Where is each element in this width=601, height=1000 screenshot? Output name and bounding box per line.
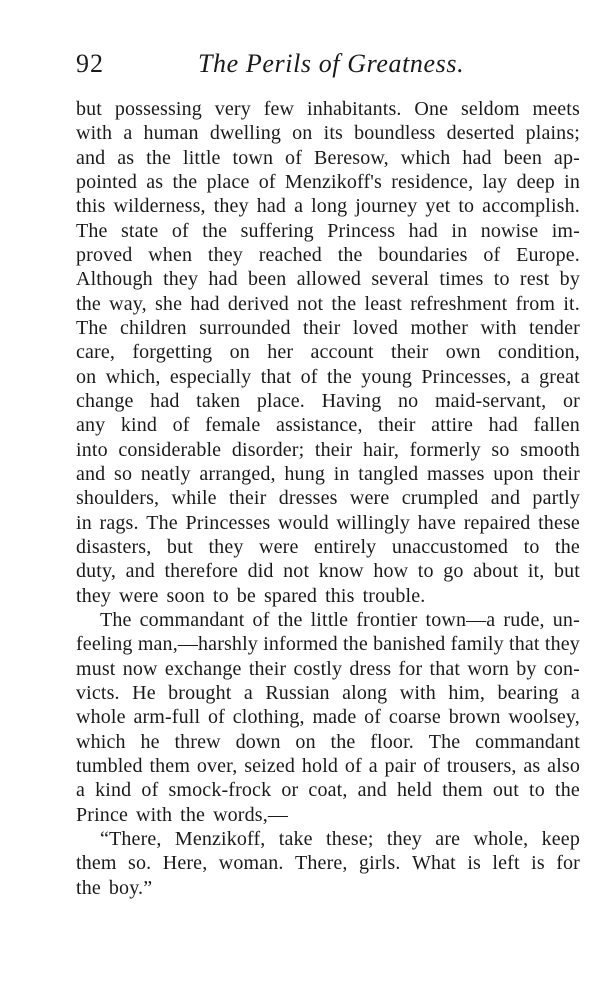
running-title: The Perils of Greatness. [198,49,465,78]
text-line: the boy.” [76,876,153,899]
text-line: Prince with the words,— [76,803,288,826]
text-line: the way, she had derived not the least refreshment from it. [76,292,580,315]
text-line: they were soon to be spared this trouble. [76,584,426,607]
text-line: but possessing very few inhabitants. One seldom meets [76,98,580,120]
text-line: The children surrounded their loved mother with tender [76,316,580,339]
text-line: into considerable disorder; their hair, formerly so smooth [76,438,580,461]
text-line: The state of the suffering Princess had in nowise im- [76,219,580,242]
text-line: pointed as the place of Menzikoff's residence, lay deep in [76,170,580,193]
text-line: any kind of female assistance, their attire had fallen [76,414,580,437]
text-line: and so neatly arranged, hung in tangled masses upon their [76,462,580,485]
text-line: change had taken place. Having no maid-servant, or [76,389,580,412]
text-line: disasters, but they were entirely unaccustomed to the [76,535,580,558]
body-text [76,97,580,900]
text-line: care, forgetting on her account their own condition, [76,341,580,364]
text-line: shoulders, while their dresses were crumpled and partly [76,487,580,510]
text-line: “There, Menzikoff, take these; they are whole, keep [100,827,580,850]
text-line: a kind of smock-frock or coat, and held them out to the [76,779,580,802]
text-line: on which, especially that of the young Princesses, a great [76,365,580,388]
running-head [76,44,536,84]
text-line: with a human dwelling on its boundless deserted plains; [76,122,580,145]
text-line: victs. He brought a Russian along with him, bearing a [76,681,580,704]
text-line: in rags. The Princesses would willingly have repaired these [76,511,580,534]
text-line: this wilderness, they had a long journey yet to accomplish. [76,195,580,218]
text-line: must now exchange their costly dress for that worn by con- [76,657,580,680]
text-line: feeling man,—harshly informed the banished family that they [76,633,580,656]
text-line: Although they had been allowed several times to rest by [76,268,580,291]
paragraph [76,608,580,827]
text-line: tumbled them over, seized hold of a pair of trousers, as also [76,754,580,777]
text-line: The commandant of the little frontier town—a rude, un- [100,608,580,631]
page-number: 92 [76,49,104,78]
text-line: whole arm-full of clothing, made of coarse brown woolsey, [76,706,580,729]
paragraph [76,97,580,608]
text-line: and as the little town of Beresow, which had been ap- [76,146,580,169]
paragraph [76,827,580,900]
text-line: them so. Here, woman. There, girls. What is left is for [76,852,580,875]
text-line: duty, and therefore did not know how to go about it, but [76,560,580,583]
text-line: proved when they reached the boundaries of Europe. [76,243,580,266]
text-line: which he threw down on the floor. The commandant [76,730,580,753]
